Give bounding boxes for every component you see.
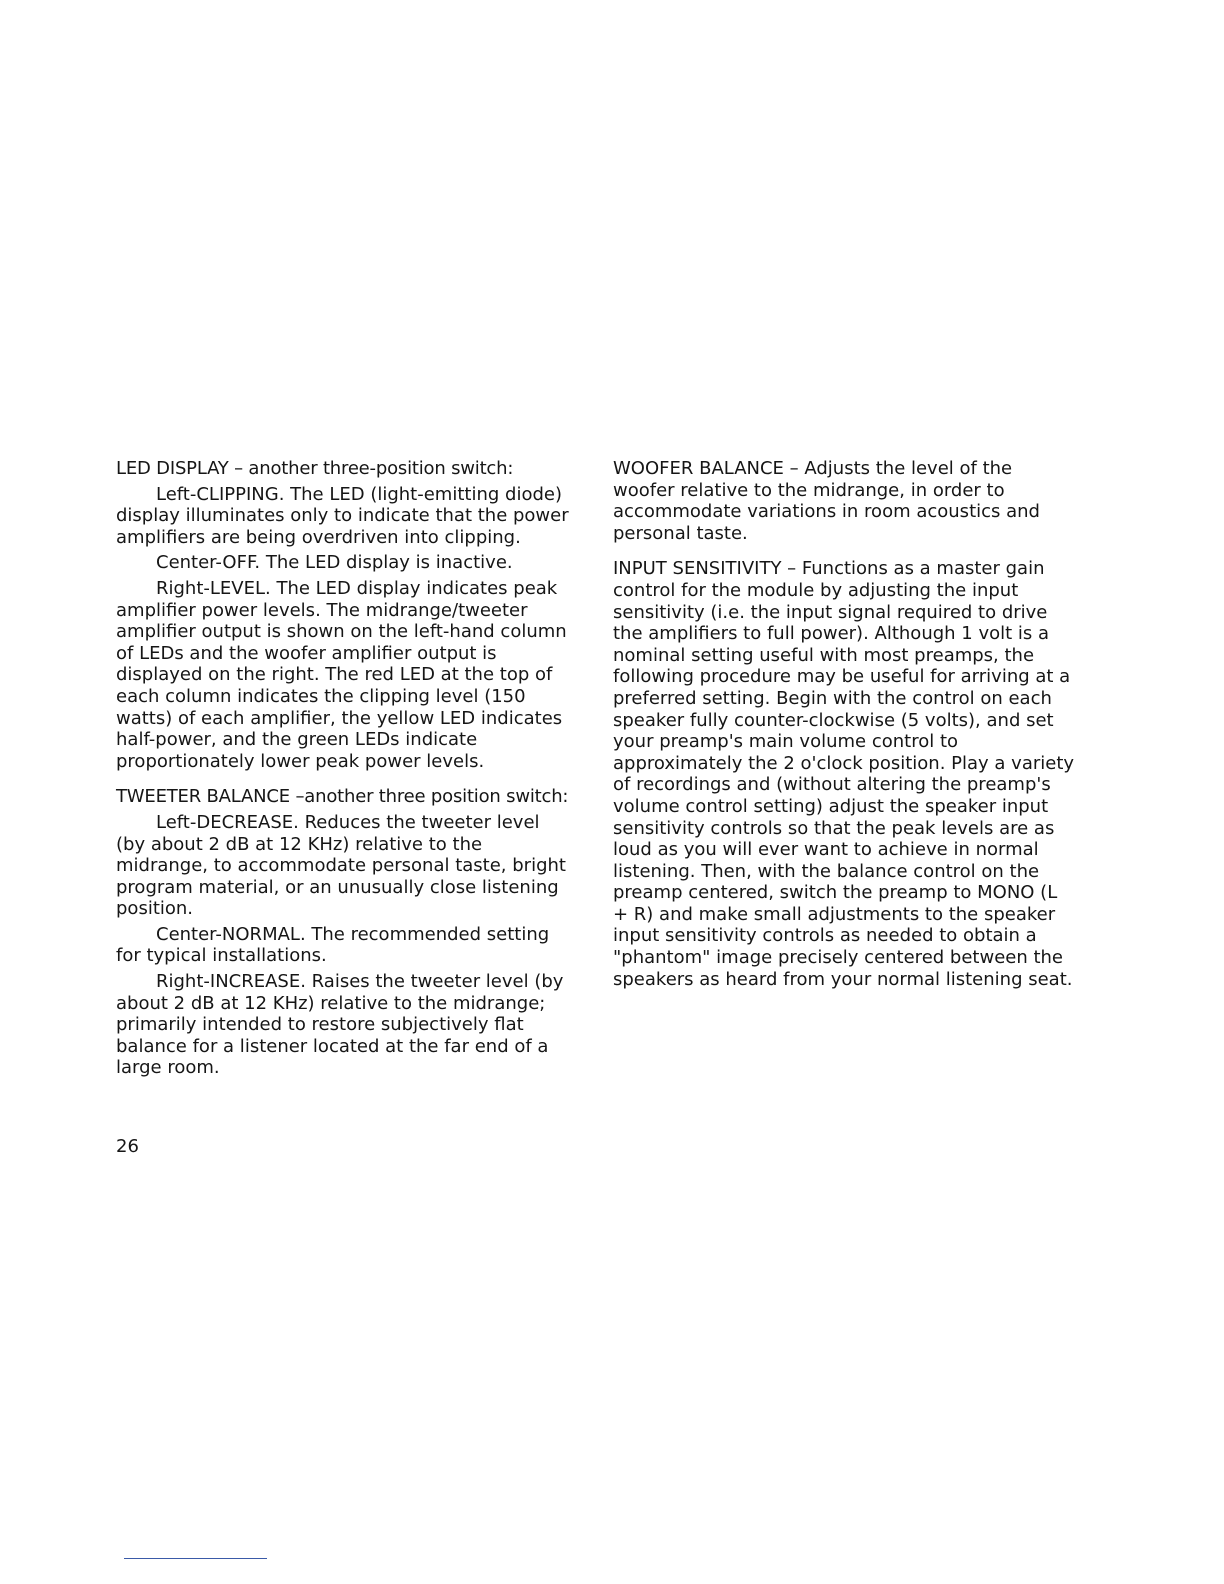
tweeter-balance-right-increase: Right-INCREASE. Raises the tweeter level (by about 2 dB at 12 KHz) relative to the midrange; primarily intended to restore subjectively flat balance for a listener located at the far end of a large room. bbox=[116, 971, 564, 1079]
input-sensitivity-paragraph: INPUT SENSITIVITY – Functions as a master gain control for the module by adjusting the input sensitivity (i.e. the input signal required to drive the amplifiers to full power). Although 1 volt is a nominal setting useful with most preamps, the following procedure may be useful for arriving at a preferred setting. Begin with the control on each speaker fully counter-clockwise (5 volts), and set your preamp's main volume control to approximately the 2 o'clock position. Play a variety of recordings and (without altering the preamp's volume control setting) adjust the speaker input sensitivity controls so that the peak levels are as loud as you will ever want to achieve in normal listening. Then, with the balance control on the preamp centered, switch the preamp to MONO (L + R) and make small adjustments to the speaker input sensitivity controls as needed to obtain a "phantom" image precisely centered between the speakers as heard from your normal listening seat. bbox=[613, 558, 1075, 990]
led-display-center-off: Center-OFF. The LED display is inactive. bbox=[156, 552, 513, 574]
tweeter-balance-heading: TWEETER BALANCE –another three position switch: bbox=[116, 786, 569, 808]
led-display-heading: LED DISPLAY – another three-position switch: bbox=[116, 458, 514, 479]
woofer-balance-paragraph: WOOFER BALANCE – Adjusts the level of the woofer relative to the midrange, in order to accommodate variations in room acoustics and personal taste. bbox=[613, 458, 1040, 544]
page-number: 26 bbox=[116, 1136, 139, 1157]
led-display-right-level: Right-LEVEL. The LED display indicates peak amplifier power levels. The midrange/tweeter amplifier output is shown on the left-hand column of LEDs and the woofer amplifier output is displayed on the right. The red LED at the top of each column indicates the clipping level (150 watts) of each amplifier, the yellow LED indicates half-power, and the green LEDs indicate proportionately lower peak power levels. bbox=[116, 577, 567, 772]
tweeter-balance-left-decrease: Left-DECREASE. Reduces the tweeter level (by about 2 dB at 12 KHz) relative to the midrange, to accommodate personal taste, bright program material, or an unusually close listening position. bbox=[116, 811, 566, 920]
led-display-left-clipping: Left-CLIPPING. The LED (light-emitting diode) display illuminates only to indicate that the power amplifiers are being overdriven into clipping. bbox=[116, 483, 569, 548]
left-column bbox=[116, 458, 574, 1079]
footer-rule bbox=[124, 1558, 267, 1559]
right-column bbox=[613, 458, 1075, 990]
tweeter-balance-center-normal: Center-NORMAL. The recommended setting for typical installations. bbox=[116, 923, 550, 967]
